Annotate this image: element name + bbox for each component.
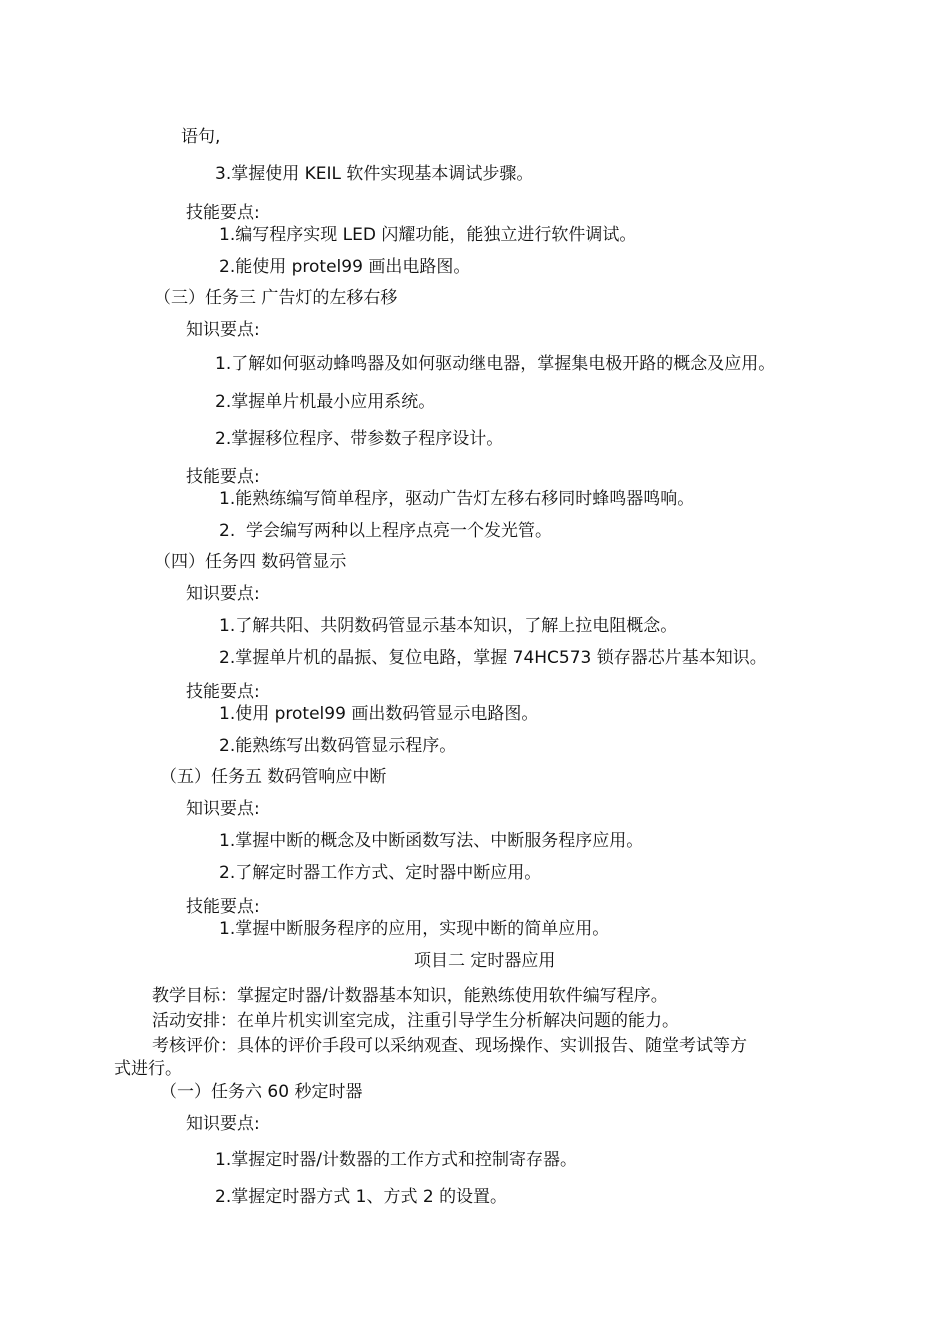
section-label: 技能要点:: [186, 467, 260, 487]
text-line: 3.掌握使用 KEIL 软件实现基本调试步骤。: [215, 164, 534, 184]
text-line: 2.掌握单片机的晶振、复位电路，掌握 74HC573 锁存器芯片基本知识。: [219, 648, 767, 668]
section-label: 技能要点:: [186, 682, 260, 702]
text-line: 1.掌握定时器/计数器的工作方式和控制寄存器。: [215, 1150, 577, 1170]
task-heading: （三）任务三 广告灯的左移右移: [154, 288, 398, 308]
text-line: 2.掌握单片机最小应用系统。: [215, 392, 436, 412]
text-line: 2.掌握定时器方式 1、方式 2 的设置。: [215, 1187, 508, 1207]
section-label: 技能要点:: [186, 897, 260, 917]
text-line: 式进行。: [114, 1059, 182, 1079]
text-line: 语句,: [181, 127, 221, 147]
section-label: 技能要点:: [186, 203, 260, 223]
text-line: 1.编写程序实现 LED 闪耀功能，能独立进行软件调试。: [219, 225, 637, 245]
task-heading: （四）任务四 数码管显示: [154, 552, 347, 572]
task-heading: （一）任务六 60 秒定时器: [160, 1082, 363, 1102]
text-line: 1.了解如何驱动蜂鸣器及如何驱动继电器，掌握集电极开路的概念及应用。: [215, 354, 776, 374]
text-line: 1.能熟练编写简单程序，驱动广告灯左移右移同时蜂鸣器鸣响。: [219, 489, 695, 509]
project-heading: 项目二 定时器应用: [414, 951, 556, 971]
text-line: 2.能使用 protel99 画出电路图。: [219, 257, 471, 277]
text-line: 1.掌握中断的概念及中断函数写法、中断服务程序应用。: [219, 831, 644, 851]
section-label: 知识要点:: [186, 1114, 260, 1134]
section-label: 知识要点:: [186, 584, 260, 604]
text-line: 1.了解共阳、共阴数码管显示基本知识，了解上拉电阻概念。: [219, 616, 678, 636]
section-label: 知识要点:: [186, 320, 260, 340]
task-heading: （五）任务五 数码管响应中断: [160, 767, 387, 787]
text-line: 1.掌握中断服务程序的应用，实现中断的简单应用。: [219, 919, 610, 939]
text-line: 教学目标：掌握定时器/计数器基本知识，能熟练使用软件编写程序。: [152, 986, 668, 1006]
text-line: 1.使用 protel99 画出数码管显示电路图。: [219, 704, 539, 724]
section-label: 知识要点:: [186, 799, 260, 819]
text-line: 2. 学会编写两种以上程序点亮一个发光管。: [219, 521, 553, 541]
text-line: 活动安排：在单片机实训室完成，注重引导学生分析解决问题的能力。: [152, 1011, 679, 1031]
text-line: 2.掌握移位程序、带参数子程序设计。: [215, 429, 504, 449]
text-line: 2.了解定时器工作方式、定时器中断应用。: [219, 863, 542, 883]
text-line: 考核评价：具体的评价手段可以采纳观查、现场操作、实训报告、随堂考试等方: [152, 1036, 747, 1056]
text-line: 2.能熟练写出数码管显示程序。: [219, 736, 457, 756]
